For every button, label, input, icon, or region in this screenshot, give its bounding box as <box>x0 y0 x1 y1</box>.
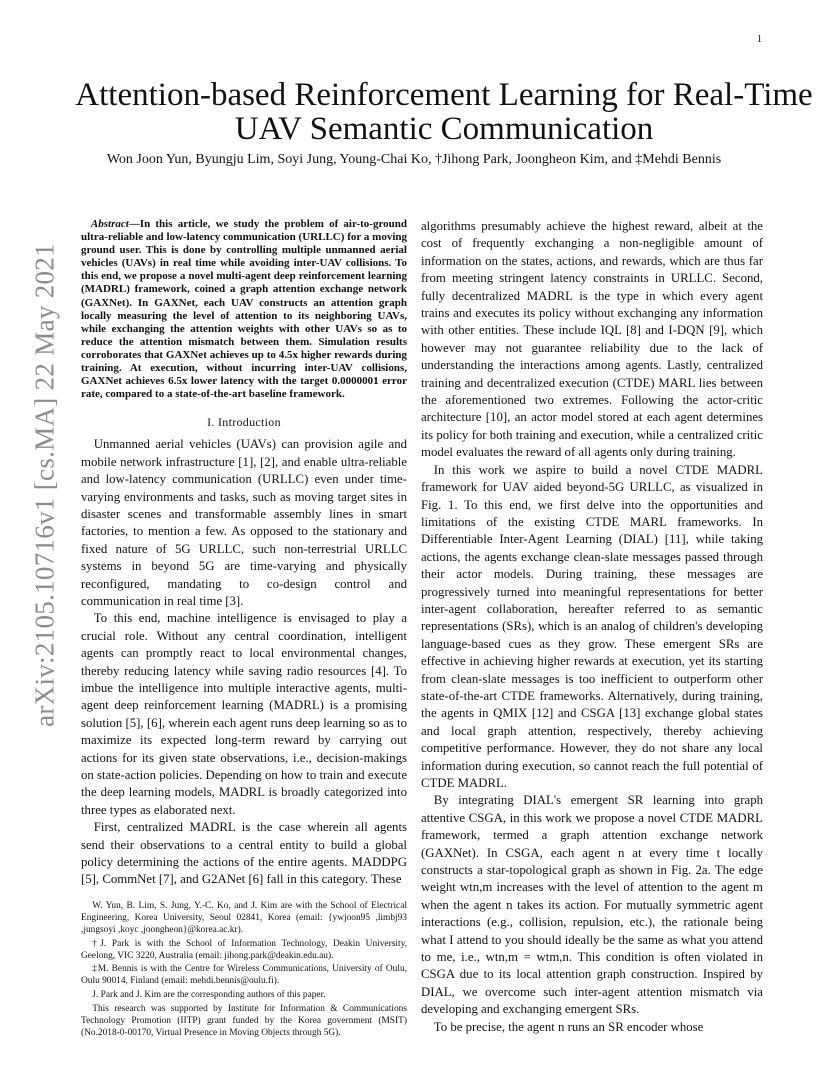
left-column <box>81 218 407 1042</box>
page-number: 1 <box>757 34 762 45</box>
footnotes <box>81 901 407 1040</box>
body-paragraph: In this work we aspire to build a novel CTDE MADRL framework for UAV aided beyond-5G URLLC, as visualized in Fig. 1. To this end, we first delve into the opportunities and limitations of the existing CTDE MARL frameworks. In Differentiable Inter-Agent Learning (DIAL) [11], while taking actions, the agents exchange clean-slate messages passed through their actor models. During training, these messages are progressively turned into meaningful representations for better inter-agent collaboration, hereafter referred to as semantic representations (SRs), which is an analog of children's developing language-based cues as they grow. These emergent SRs are effective in achieving higher rewards at execution, yet its starting from clean-slate messages is too inefficient to outperform other state-of-the-art CTDE frameworks. Alternatively, during training, the agents in QMIX [12] and CSGA [13] exchange global states and local graph attention, respectively, thereby achieving competitive performance. However, they do not share any local information during execution, so cannot reach the full potential of CTDE MADRL. <box>421 462 763 790</box>
body-paragraph: To be precise, the agent n runs an SR encoder whose <box>433 1019 704 1034</box>
footnote-affiliation: W. Yun, B. Lim, S. Jung, Y.-C. Ko, and J. Kim are with the School of Electrical Engineering, Korea University, Seoul 02841, Korea (email: {ywjoon95 ,limbj93 ,jungsoyi ,koyc ,joongheon}@korea.ac.kr). <box>81 900 407 935</box>
intro-paragraph: To this end, machine intelligence is envisaged to play a crucial role. Without any central coordination, intelligent agents can promptly react to local environmental changes, thereby reducing latency while saving radio resources [4]. To imbue the intelligence into multiple interactive agents, multi-agent deep reinforcement learning (MADRL) is a promising solution [5], [6], wherein each agent runs deep learning so as to maximize its expected long-term reward by carrying out actions for its given state observations, i.e., decision-makings on state-action policies. Depending on how to train and execute the deep learning models, MADRL is broadly categorized into three types as elaborated next. <box>81 611 407 817</box>
footnote-corresponding: J. Park and J. Kim are the corresponding authors of this paper. <box>92 990 326 1001</box>
body-paragraph: By integrating DIAL's emergent SR learning into graph attentive CSGA, in this work we propose a novel CTDE MADRL framework, termed a graph attention exchange network (GAXNet). In CSGA, each agent n at every time t locally constructs a star-topological graph as shown in Fig. 2a. The edge weight wtn,m increases with the level of attention to the agent m when the agent n takes its action. For mutually symmetric agent interactions (e.g., collision, repulsion, etc.), the rationale being what I attend to you should ideally be the same as what you attend to me, i.e., wtn,m = wtm,n. This condition is often violated in CSGA due to its local attention graph construction. Inspired by DIAL, we overcome such inter-agent attention mismatch via developing and exchanging emergent SRs. <box>421 793 763 1017</box>
paper-title: Attention-based Reinforcement Learning for Real-Time UAV Semantic Communication <box>75 77 813 147</box>
right-column <box>421 218 763 1036</box>
section-heading-introduction: I. Introduction <box>207 415 281 430</box>
intro-paragraph: Unmanned aerial vehicles (UAVs) can provision agile and mobile network infrastructure [1], [2], and enable ultra-reliable and low-latency communication (URLLC) even under time-varying environments and tasks, such as moving target sites in disaster scenes and transformable assembly lines in smart factories, to mention a few. As opposed to the stationary and fixed nature of 5G URLLC, such non-terrestrial URLLC systems in beyond 5G are time-varying and physically reconfigured, mandating to co-design control and communication in real time [3]. <box>81 437 407 608</box>
arxiv-identifier-stamp: arXiv:2105.10716v1 [cs.MA] 22 May 2021 <box>29 243 60 727</box>
abstract-label: Abstract <box>90 218 129 230</box>
intro-paragraph: First, centralized MADRL is the case wherein all agents send their observations to a central entity to build a global policy determining the actions of the entire agents. MADDPG [5], CommNet [7], and G2ANet [6] fall in this category. These <box>81 820 407 887</box>
footnote-funding: This research was supported by Institute for Information & Communications Technology Promotion (IITP) grant funded by the Korea government (MSIT) (No.2018-0-00170, Virtual Presence in Moving Objects through 5G). <box>81 1004 407 1038</box>
footnote-affiliation: ‡M. Bennis is with the Centre for Wireless Communications, University of Oulu, Oulu 90014, Finland (email: mehdi.bennis@oulu.fi). <box>81 964 407 987</box>
abstract-text: —In this article, we study the problem of air-to-ground ultra-reliable and low-latency communication (URLLC) for a moving ground user. This is done by controlling multiple unmanned aerial vehicles (UAVs) in real time while avoiding inter-UAV collisions. To this end, we propose a novel multi-agent deep reinforcement learning (MADRL) framework, coined a graph attention exchange network (GAXNet). In GAXNet, each UAV constructs an attention graph locally measuring the level of attention to its neighboring UAVs, while exchanging the attention weights with other UAVs so as to reduce the attention mismatch between them. Simulation results corroborates that GAXNet achieves up to 4.5x higher rewards during training. At execution, without incurring inter-UAV collisions, GAXNet achieves 6.5x lower latency with the target 0.0000001 error rate, compared to a state-of-the-art baseline framework. <box>81 218 407 401</box>
abstract <box>81 218 407 401</box>
author-list: Won Joon Yun, Byungju Lim, Soyi Jung, Young-Chai Ko, †Jihong Park, Joongheon Kim, and ‡Mehdi Bennis <box>106 152 722 167</box>
footnote-affiliation: †J. Park is with the School of Information Technology, Deakin University, Geelong, VIC 3220, Australia (email: jihong.park@deakin.edu.au). <box>81 938 407 961</box>
body-paragraph: algorithms presumably achieve the highest reward, albeit at the cost of frequently exchanging a non-negligible amount of information on the states, actions, and rewards, which are thus far from meeting stringent latency constraints in URLLC. Second, fully decentralized MADRL is the type in which every agent trains and executes its policy without exchanging any information with other entities. These include IQL [8] and I-DQN [9], which however may not guarantee reliability due to the lack of understanding the interactions among agents. Lastly, centralized training and decentralized execution (CTDE) MARL lies between the aforementioned two extremes. Following the actor-critic architecture [10], an actor model stored at each agent determines its policy for both training and execution, while a centralized critic model evaluates the reward of all agents only during training. <box>421 219 763 460</box>
